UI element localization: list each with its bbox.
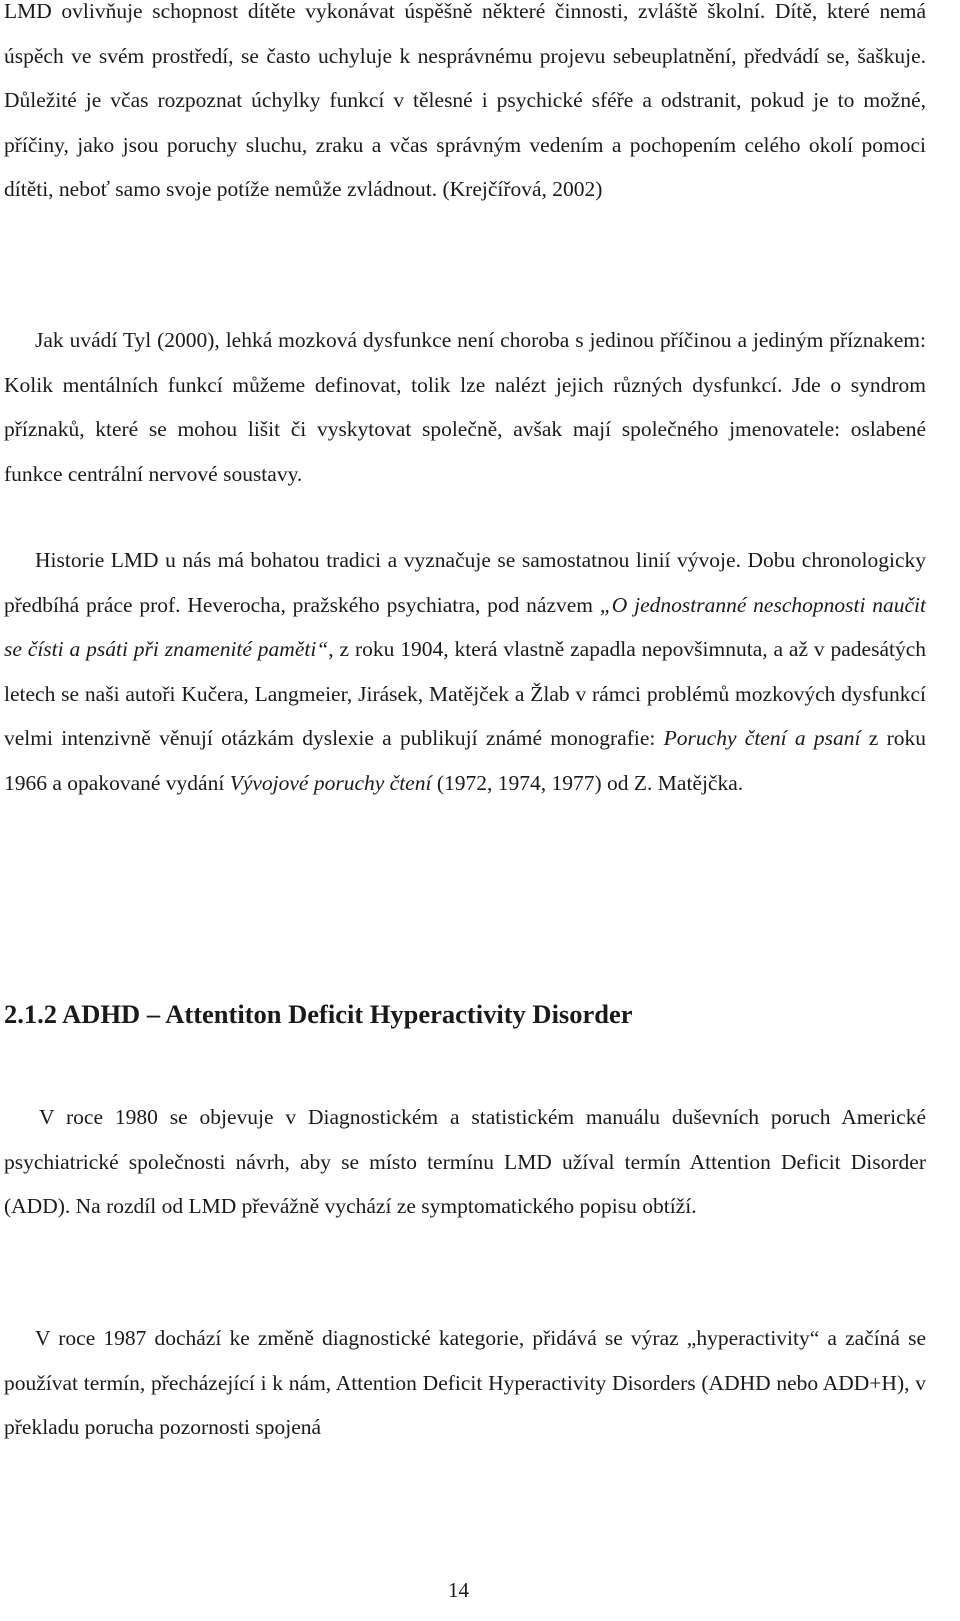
history-text-part-2: , z roku 1904, která vlastně zapadla nepovšimnuta, a až v padesátých letech se naši autoři Kučera, Langmeier, Jirásek, Matějček a Žlab v rámci problémů mozkových dysfunkcí velmi intenzivně věnují otázkám dyslexie a publikují známé monografie: <box>4 637 927 751</box>
paragraph-tyl-definition: Jak uvádí Tyl (2000), lehká mozková dysfunkce není choroba s jedinou příčinou a jediným příznakem: Kolik mentálních funkcí můžeme definovat, tolik lze nalézt jejich různých dysfunkcí. Jde o syndrom příznaků, které se mohou lišit či vyskytovat společně, avšak mají společného jmenovatele: oslabené funkce centrální nervové soustavy. <box>4 328 926 486</box>
history-text-part-4: (1972, 1974, 1977) od Z. Matějčka. <box>431 770 744 795</box>
history-title-heveroch: „O jednostranné neschopnosti naučit se čísti a psáti při znamenité paměti“ <box>4 592 926 662</box>
page-number: 14 <box>448 1578 469 1602</box>
history-title-poruchy-cteni-psani: Poruchy čtení a psaní <box>663 726 861 751</box>
paragraph-adhd-1987: V roce 1987 dochází ke změně diagnostické kategorie, přidává se výraz „hyperactivity“ a začíná se používat termín, přecházející i k nám, Attention Deficit Hyperactivity Disorders (ADHD nebo ADD+H), v překladu porucha pozornosti spojená <box>4 1326 926 1440</box>
history-text-part-1: Historie LMD u nás má bohatou tradici a vyznačuje se samostatnou linií vývoje. Dobu chronologicky předbíhá práce prof. Heverocha, pražského psychiatra, pod názvem <box>4 548 926 617</box>
paragraph-add-1980: V roce 1980 se objevuje v Diagnostickém a statistickém manuálu duševních poruch Americké psychiatrické společnosti návrh, aby se místo termínu LMD užíval termín Attention Deficit Disorder (ADD). Na rozdíl od LMD převážně vychází ze symptomatického popisu obtíží. <box>4 1105 926 1219</box>
history-title-vyvojove-poruchy: Vývojové poruchy čtení <box>229 770 432 795</box>
paragraph-lmd-impact: LMD ovlivňuje schopnost dítěte vykonávat úspěšně některé činnosti, zvláště školní. Dítě, které nemá úspěch ve svém prostředí, se často uchyluje k nesprávnému projevu sebeuplatnění, předvádí se, šaškuje. Důležité je včas rozpoznat úchylky funkcí v tělesné i psychické sféře a odstranit, pokud je to možné, příčiny, jako jsou poruchy sluchu, zraku a včas správným vedením a pochopením celého okolí pomoci dítěti, neboť samo svoje potíže nemůže zvládnout. (Krejčířová, 2002) <box>4 0 926 202</box>
section-heading-adhd: 2.1.2 ADHD – Attentiton Deficit Hyperactivity Disorder <box>4 999 633 1029</box>
paragraph-lmd-history <box>4 538 926 806</box>
history-text-part-3: z roku 1966 a opakované vydání <box>4 726 926 795</box>
